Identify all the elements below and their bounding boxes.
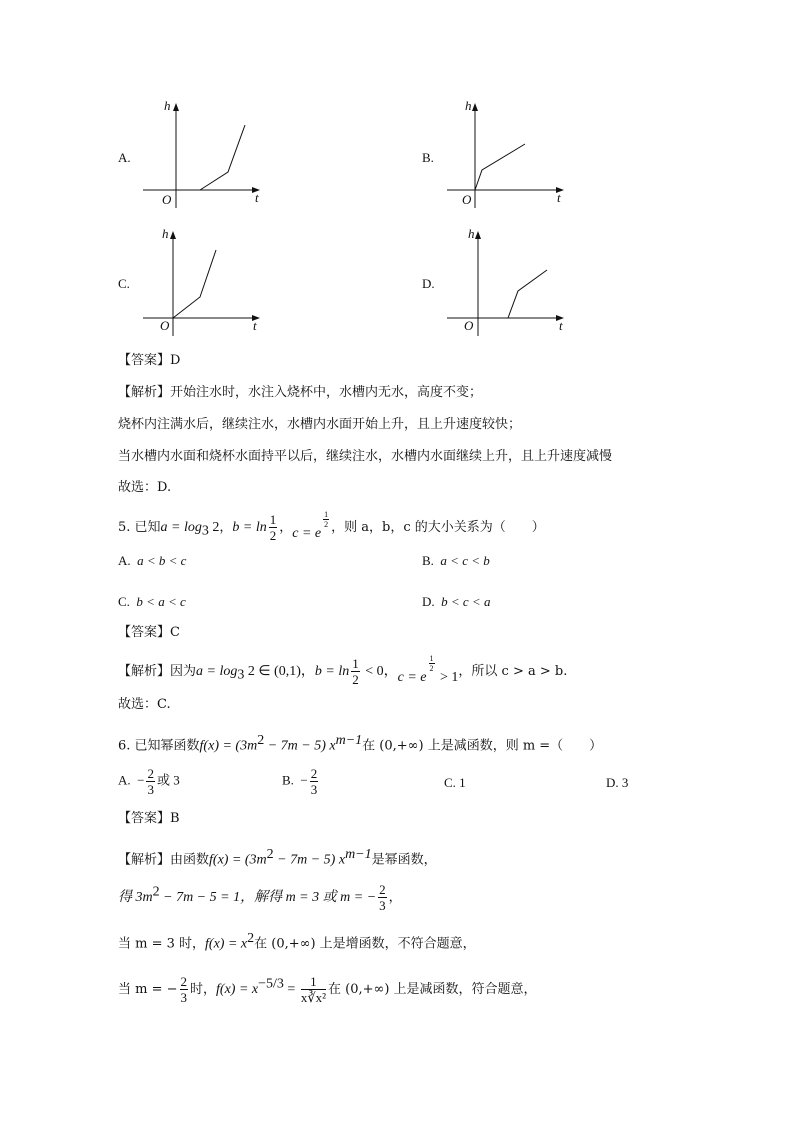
option-letter: A. <box>118 553 131 568</box>
q5-a-arg: 2 <box>208 520 220 535</box>
option-sign: − <box>300 772 308 788</box>
q6-func-sup: 2 <box>257 733 265 748</box>
option-text: a < b < c <box>137 553 187 568</box>
num: 1 <box>352 656 359 671</box>
q5-option-d <box>422 593 490 611</box>
den: 3 <box>310 782 318 797</box>
h-label: h <box>162 226 169 241</box>
q5-analysis <box>118 656 567 687</box>
q5-stem <box>118 512 545 543</box>
line-prefix: 得 3m <box>118 890 153 905</box>
line-prefix: 【解析】由函数 <box>118 852 210 868</box>
line-sup: 2 <box>152 884 160 900</box>
q5-analysis-b-fraction <box>351 656 360 687</box>
num: 1 <box>269 512 277 527</box>
q5-analysis-a-sub: 3 <box>237 667 245 683</box>
h-label: h <box>468 226 475 241</box>
option-text: 3 <box>621 775 629 790</box>
q5-analysis-b: b = ln <box>314 664 350 679</box>
option-letter: A. <box>118 772 131 788</box>
option-letter: C. <box>444 775 456 790</box>
o-label: O <box>464 318 474 333</box>
q4-analysis-3: 当水槽内水面和烧杯水面持平以后，继续注水，水槽内水面继续上升，且上升速度减慢 <box>118 449 613 464</box>
line-sup: 2 <box>266 847 274 862</box>
line-mid: − 7m − 5) x <box>273 852 346 868</box>
q5-c-expr: c = e <box>292 526 322 541</box>
t-label: t <box>255 190 259 205</box>
curve <box>508 270 547 318</box>
den: 2 <box>352 672 359 687</box>
q5-conclusion: 故选：C. <box>118 697 171 712</box>
q5-analysis-c: c = e <box>397 670 427 685</box>
line-suffix: 是幂函数， <box>371 852 437 868</box>
q5-analysis-b-rest: < 0， <box>361 664 398 679</box>
num: 1 <box>429 654 434 663</box>
q5-a-sub: 3 <box>201 523 209 539</box>
q4-conclusion: 故选：D. <box>118 480 172 495</box>
q5-analysis-suffix: ，所以 c > a > b. <box>458 664 568 679</box>
option-text: 1 <box>459 775 466 790</box>
q6-analysis-2 <box>118 882 402 913</box>
den: 3 <box>147 782 154 797</box>
line-mid: 时， <box>190 982 217 997</box>
q5-sep1: ， <box>219 520 233 535</box>
den: 3 <box>379 898 386 913</box>
line-fraction <box>180 974 189 1005</box>
t-label: t <box>253 318 257 333</box>
q6-option-d <box>606 774 628 792</box>
h-label: h <box>164 98 171 113</box>
graph-c-letter: C. <box>118 276 130 291</box>
t-label: t <box>559 318 563 333</box>
option-post: 或 3 <box>156 772 180 788</box>
option-text: b < c < a <box>441 594 491 609</box>
q4-answer: 【答案】D <box>118 353 181 368</box>
q6-prefix: 6. 已知幂函数 <box>118 738 200 754</box>
den: 3 <box>180 990 188 1005</box>
num: 2 <box>147 766 154 781</box>
graph-a-letter: A. <box>118 150 131 165</box>
num: 2 <box>310 766 318 781</box>
q5-a-expr: a = log <box>160 520 202 535</box>
curve <box>173 250 216 318</box>
q5-sep2: ， <box>279 520 293 535</box>
q5-b-fraction <box>269 512 278 543</box>
q6-analysis-1 <box>118 846 437 869</box>
q5-analysis-c-exponent <box>429 654 435 673</box>
h-label: h <box>465 98 472 113</box>
q6-answer: 【答案】B <box>118 811 180 826</box>
q4-analysis-2: 烧杯内注满水后，继续注水，水槽内水面开始上升，且上升速度较快； <box>118 417 522 432</box>
option-fraction <box>146 766 155 797</box>
option-letter: D. <box>606 775 619 790</box>
y-arrow <box>472 103 478 111</box>
y-arrow <box>173 103 179 111</box>
q5-answer: 【答案】C <box>118 625 180 640</box>
q5-suffix: ，则 a，b，c 的大小关系为（ ） <box>331 520 545 535</box>
option-text: b < a < c <box>136 594 186 609</box>
o-label: O <box>160 318 170 333</box>
y-arrow <box>475 231 481 239</box>
line-suffix: 在 (0,+∞) 上是增函数，不符合题意， <box>254 936 476 952</box>
q6-option-c <box>444 774 466 792</box>
graph-d-letter: D. <box>422 276 435 291</box>
o-label: O <box>162 192 172 207</box>
q5-option-c <box>118 593 186 611</box>
num: 1 <box>324 510 329 519</box>
q5-c-exponent <box>323 510 329 529</box>
option-letter: B. <box>422 553 434 568</box>
q6-analysis-3 <box>118 930 476 953</box>
graph-a-plot <box>138 98 288 208</box>
q6-suffix: 在 (0,+∞) 上是减函数，则 m =（ ） <box>362 738 603 754</box>
option-sign: − <box>137 772 145 788</box>
q5-analysis-a: a = log <box>196 664 238 679</box>
line-prefix: 当 m = − <box>118 982 178 997</box>
q6-func-mid: − 7m − 5) x <box>264 738 336 754</box>
o-label: O <box>462 192 472 207</box>
option-text: a < c < b <box>440 553 490 568</box>
line-suffix: ， <box>388 890 402 905</box>
line-mid: − 7m − 5 = 1，解得 m = 3 或 m = − <box>159 890 377 905</box>
line-fraction-2 <box>301 974 326 1005</box>
num: 2 <box>180 974 188 989</box>
q5-b-expr: b = ln <box>232 520 267 535</box>
line-eq: = <box>283 982 299 997</box>
line-func: f(x) = x <box>216 982 259 997</box>
den: 2 <box>269 528 277 543</box>
line-exp: −5/3 <box>258 976 284 992</box>
line-func: f(x) = x <box>205 936 248 952</box>
option-letter: D. <box>422 594 435 609</box>
line-exp: m−1 <box>345 847 372 862</box>
q5-option-a <box>118 552 186 570</box>
q6-func-exp: m−1 <box>335 733 363 748</box>
num: 2 <box>379 882 386 897</box>
curve <box>200 125 245 190</box>
q6-option-b <box>282 766 320 797</box>
den: x∛x² <box>300 990 327 1005</box>
option-letter: B. <box>282 772 294 788</box>
y-arrow <box>170 231 176 239</box>
den: 2 <box>324 520 329 529</box>
q5-analysis-prefix: 【解析】因为 <box>118 664 197 679</box>
option-fraction <box>310 766 319 797</box>
line-sup: 2 <box>247 931 255 946</box>
q5-prefix: 5. 已知 <box>118 520 161 535</box>
graph-b-letter: B. <box>422 150 434 165</box>
q5-option-b <box>422 552 490 570</box>
q6-option-a <box>118 766 180 797</box>
curve <box>475 144 525 190</box>
line-prefix: 当 m = 3 时， <box>118 936 206 952</box>
den: 2 <box>429 664 434 673</box>
q4-analysis-1: 【解析】开始注水时，水注入烧杯中，水槽内无水，高度不变； <box>118 385 483 400</box>
q6-analysis-4 <box>118 974 537 1005</box>
q5-analysis-a-rest: 2 ∈ (0,1)， <box>244 664 315 679</box>
line-func: f(x) = (3m <box>209 852 267 868</box>
num: 1 <box>301 974 326 990</box>
t-label: t <box>557 190 561 205</box>
line-suffix: 在 (0,+∞) 上是减函数，符合题意， <box>328 982 537 997</box>
q6-func: f(x) = (3m <box>199 738 258 754</box>
q6-stem <box>118 732 602 755</box>
option-letter: C. <box>118 594 130 609</box>
q5-analysis-c-rest: > 1 <box>436 670 459 685</box>
line-fraction <box>378 882 387 913</box>
